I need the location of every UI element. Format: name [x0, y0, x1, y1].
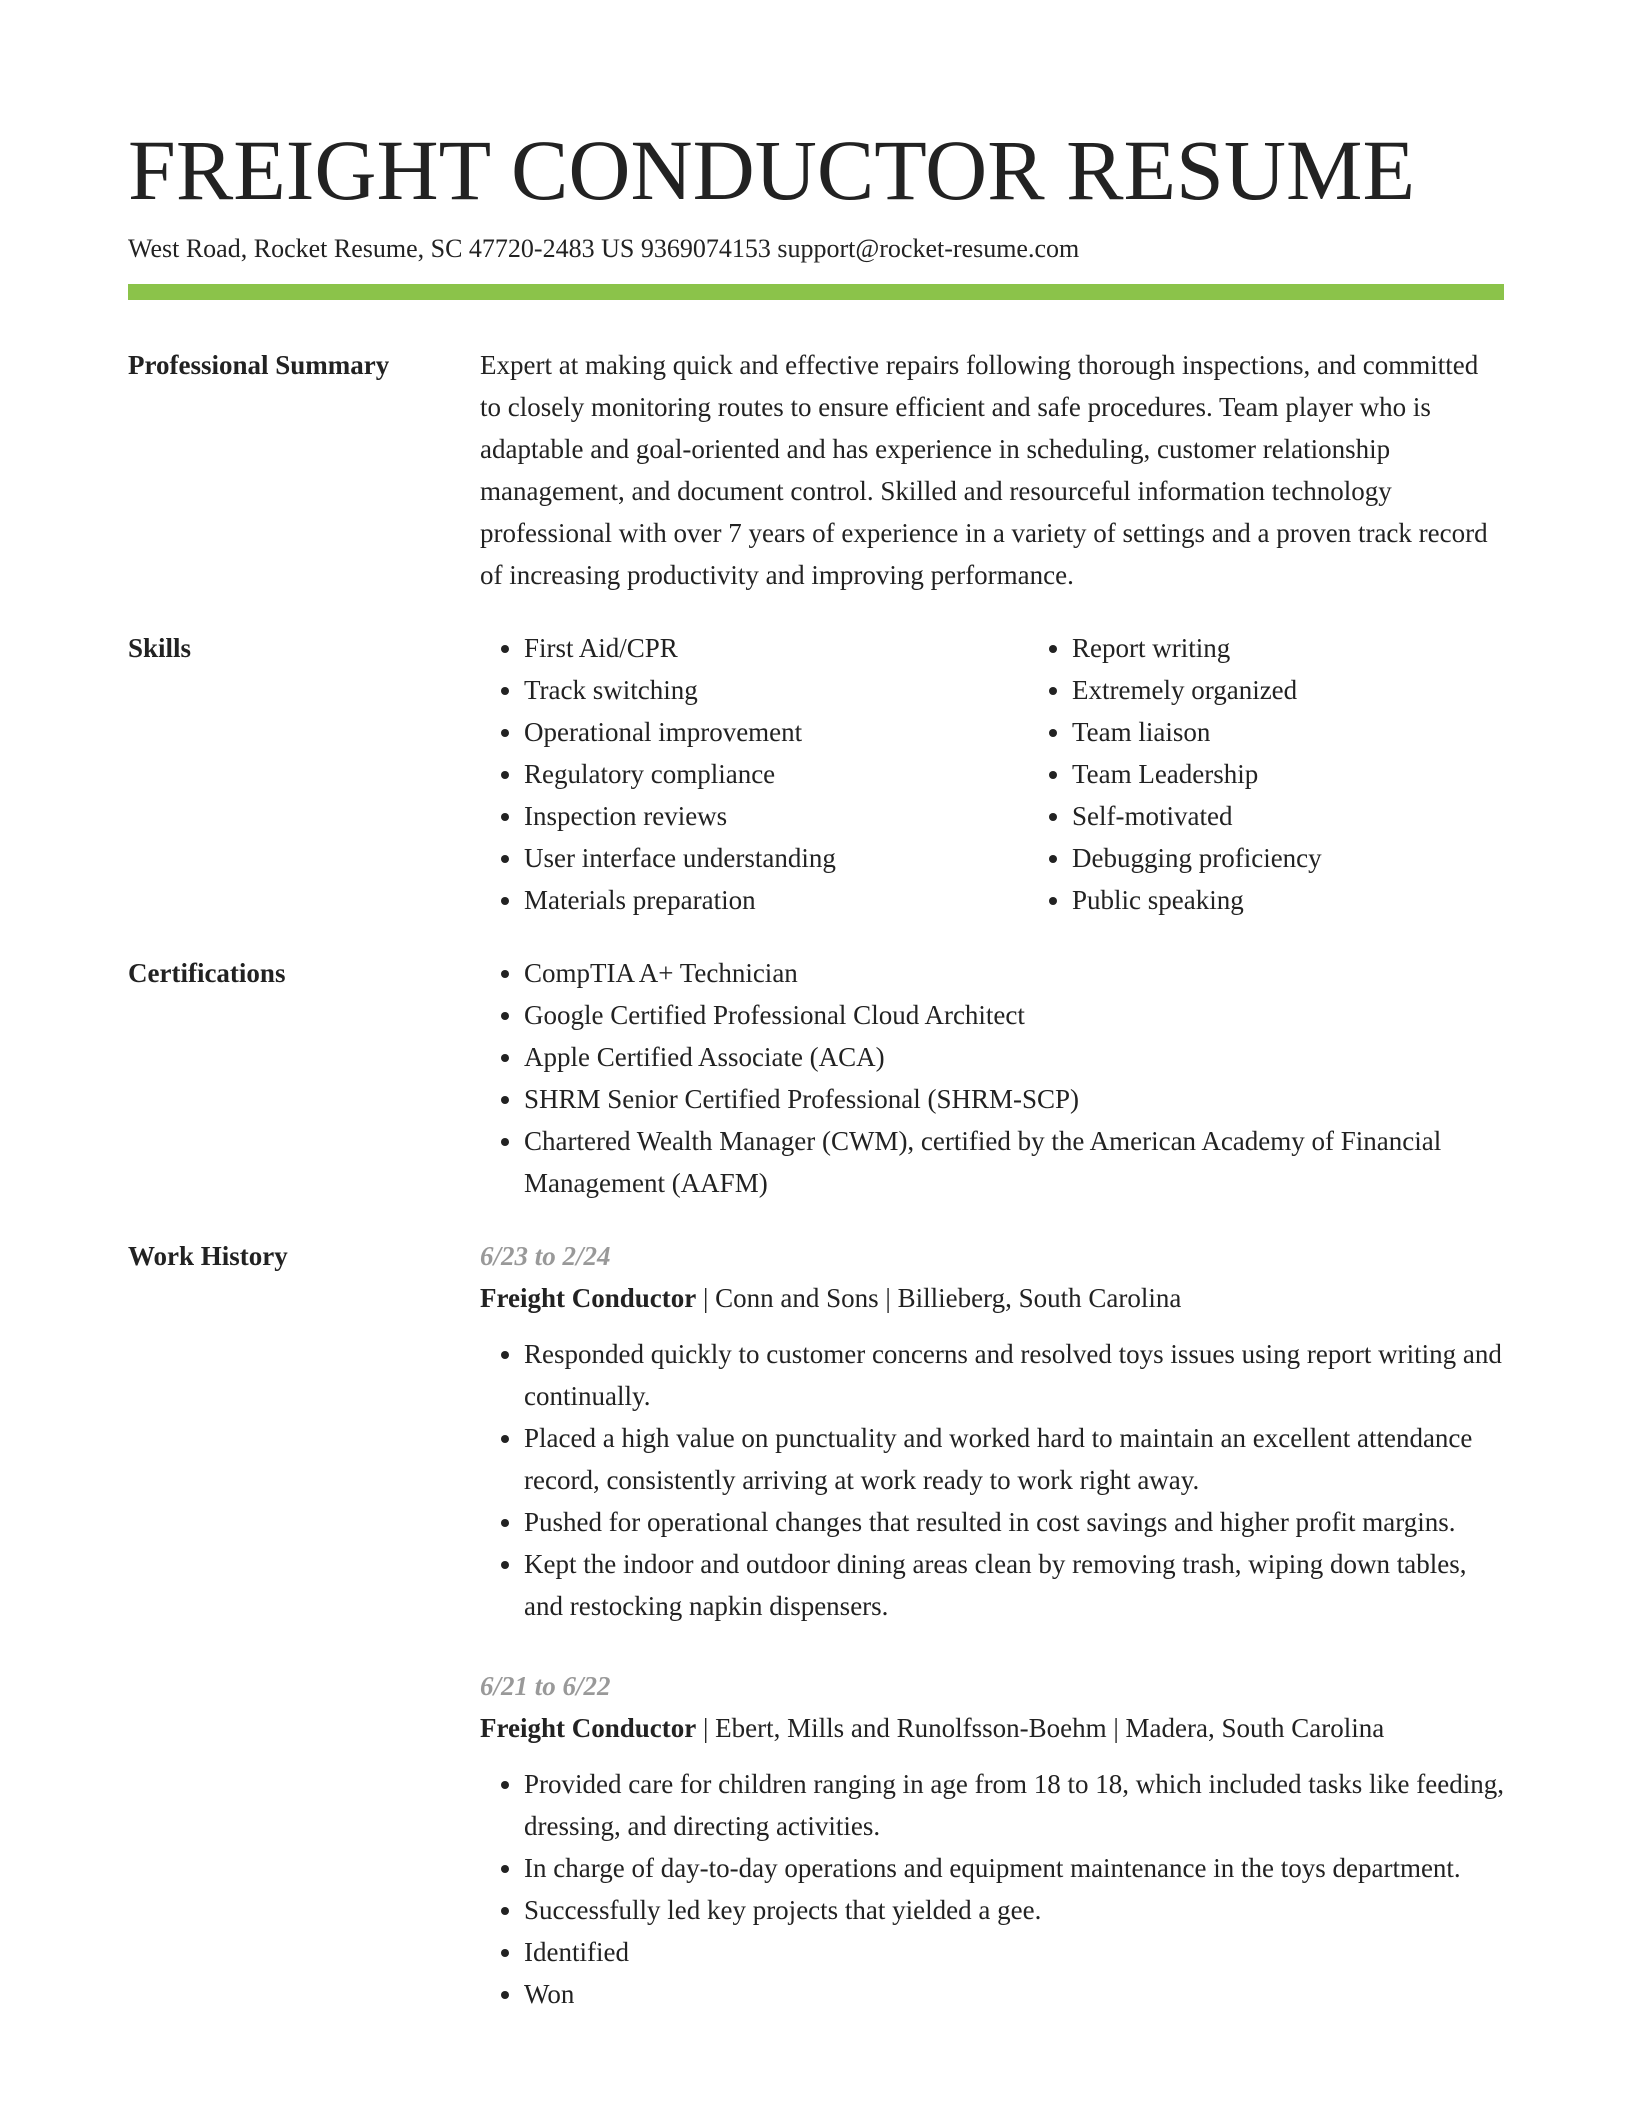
- skills-list-right: [1028, 627, 1576, 921]
- skill-item: • Debugging proficiency: [1072, 837, 1576, 879]
- job-entry: [480, 1665, 1504, 2015]
- job-dates: 6/21 to 6/22: [480, 1671, 611, 1701]
- work-history-label: Work History: [128, 1241, 288, 1271]
- contact-line: West Road, Rocket Resume, SC 47720-2483 US 9369074153 support@rocket-resume.com: [128, 234, 1080, 263]
- job-bullet: • Provided care for children ranging in age from 18 to 18, which included tasks like feeding, dressing, and directing activities.: [524, 1763, 1504, 1847]
- summary-text: Expert at making quick and effective repairs following thorough inspections, and committed to closely monitoring routes to ensure efficient and safe procedures. Team player who is adaptable and goal-oriented and has experience in scheduling, customer relationship management, and document control. Skilled and resourceful information technology professional with over 7 years of experience in a variety of settings and a proven track record of increasing productivity and improving performance.: [480, 350, 1488, 590]
- skill-item: • Report writing: [1072, 627, 1576, 669]
- skill-item: • Track switching: [524, 669, 1028, 711]
- job-heading: [480, 1707, 1504, 1749]
- certifications-label: Certifications: [128, 958, 286, 988]
- accent-divider: [128, 284, 1504, 300]
- skill-item: • Materials preparation: [524, 879, 1028, 921]
- skill-item: • Regulatory compliance: [524, 753, 1028, 795]
- summary-label: Professional Summary: [128, 350, 390, 380]
- job-bullet: • Responded quickly to customer concerns and resolved toys issues using report writing and continually.: [524, 1333, 1504, 1417]
- skill-item: • Team Leadership: [1072, 753, 1576, 795]
- resume-title: FREIGHT CONDUCTOR RESUME: [128, 122, 1415, 218]
- skill-item: • Public speaking: [1072, 879, 1576, 921]
- certification-item: • Google Certified Professional Cloud Architect: [524, 994, 1504, 1036]
- skill-item: • Operational improvement: [524, 711, 1028, 753]
- certification-item: • Chartered Wealth Manager (CWM), certified by the American Academy of Financial Management (AAFM): [524, 1120, 1504, 1204]
- job-employer-location: | Ebert, Mills and Runolfsson-Boehm | Madera, South Carolina: [696, 1713, 1385, 1743]
- certifications-list: [480, 952, 1504, 1204]
- skill-item: • User interface understanding: [524, 837, 1028, 879]
- job-heading: [480, 1277, 1504, 1319]
- job-employer-location: | Conn and Sons | Billieberg, South Carolina: [696, 1283, 1182, 1313]
- job-title: Freight Conductor: [480, 1713, 697, 1743]
- job-bullet-list: [480, 1333, 1504, 1627]
- jobs-container: [480, 1235, 1504, 2015]
- skill-item: • Self-motivated: [1072, 795, 1576, 837]
- skill-item: • Inspection reviews: [524, 795, 1028, 837]
- skills-label: Skills: [128, 633, 192, 663]
- skill-item: • Team liaison: [1072, 711, 1576, 753]
- skill-item: • Extremely organized: [1072, 669, 1576, 711]
- job-bullet: • In charge of day-to-day operations and equipment maintenance in the toys department.: [524, 1847, 1504, 1889]
- skills-list-left: [480, 627, 1028, 921]
- certification-item: • CompTIA A+ Technician: [524, 952, 1504, 994]
- certification-item: • Apple Certified Associate (ACA): [524, 1036, 1504, 1078]
- job-bullet: • Identified: [524, 1931, 1504, 1973]
- certification-item: • SHRM Senior Certified Professional (SHRM-SCP): [524, 1078, 1504, 1120]
- job-bullet: • Kept the indoor and outdoor dining areas clean by removing trash, wiping down tables, and restocking napkin dispensers.: [524, 1543, 1504, 1627]
- job-bullet: • Placed a high value on punctuality and worked hard to maintain an excellent attendance record, consistently arriving at work ready to work right away.: [524, 1417, 1504, 1501]
- job-entry: [480, 1235, 1504, 1627]
- job-bullet: • Successfully led key projects that yielded a gee.: [524, 1889, 1504, 1931]
- work-history-section: [128, 1235, 1504, 2015]
- job-dates: 6/23 to 2/24: [480, 1241, 611, 1271]
- skills-section: [128, 627, 1504, 921]
- summary-section: [128, 344, 1504, 596]
- job-title: Freight Conductor: [480, 1283, 697, 1313]
- job-bullet-list: [480, 1763, 1504, 2015]
- job-bullet: • Pushed for operational changes that resulted in cost savings and higher profit margins.: [524, 1501, 1504, 1543]
- resume-page: [128, 120, 1504, 2015]
- job-bullet: • Won: [524, 1973, 1504, 2015]
- certifications-section: [128, 952, 1504, 1204]
- skill-item: • First Aid/CPR: [524, 627, 1028, 669]
